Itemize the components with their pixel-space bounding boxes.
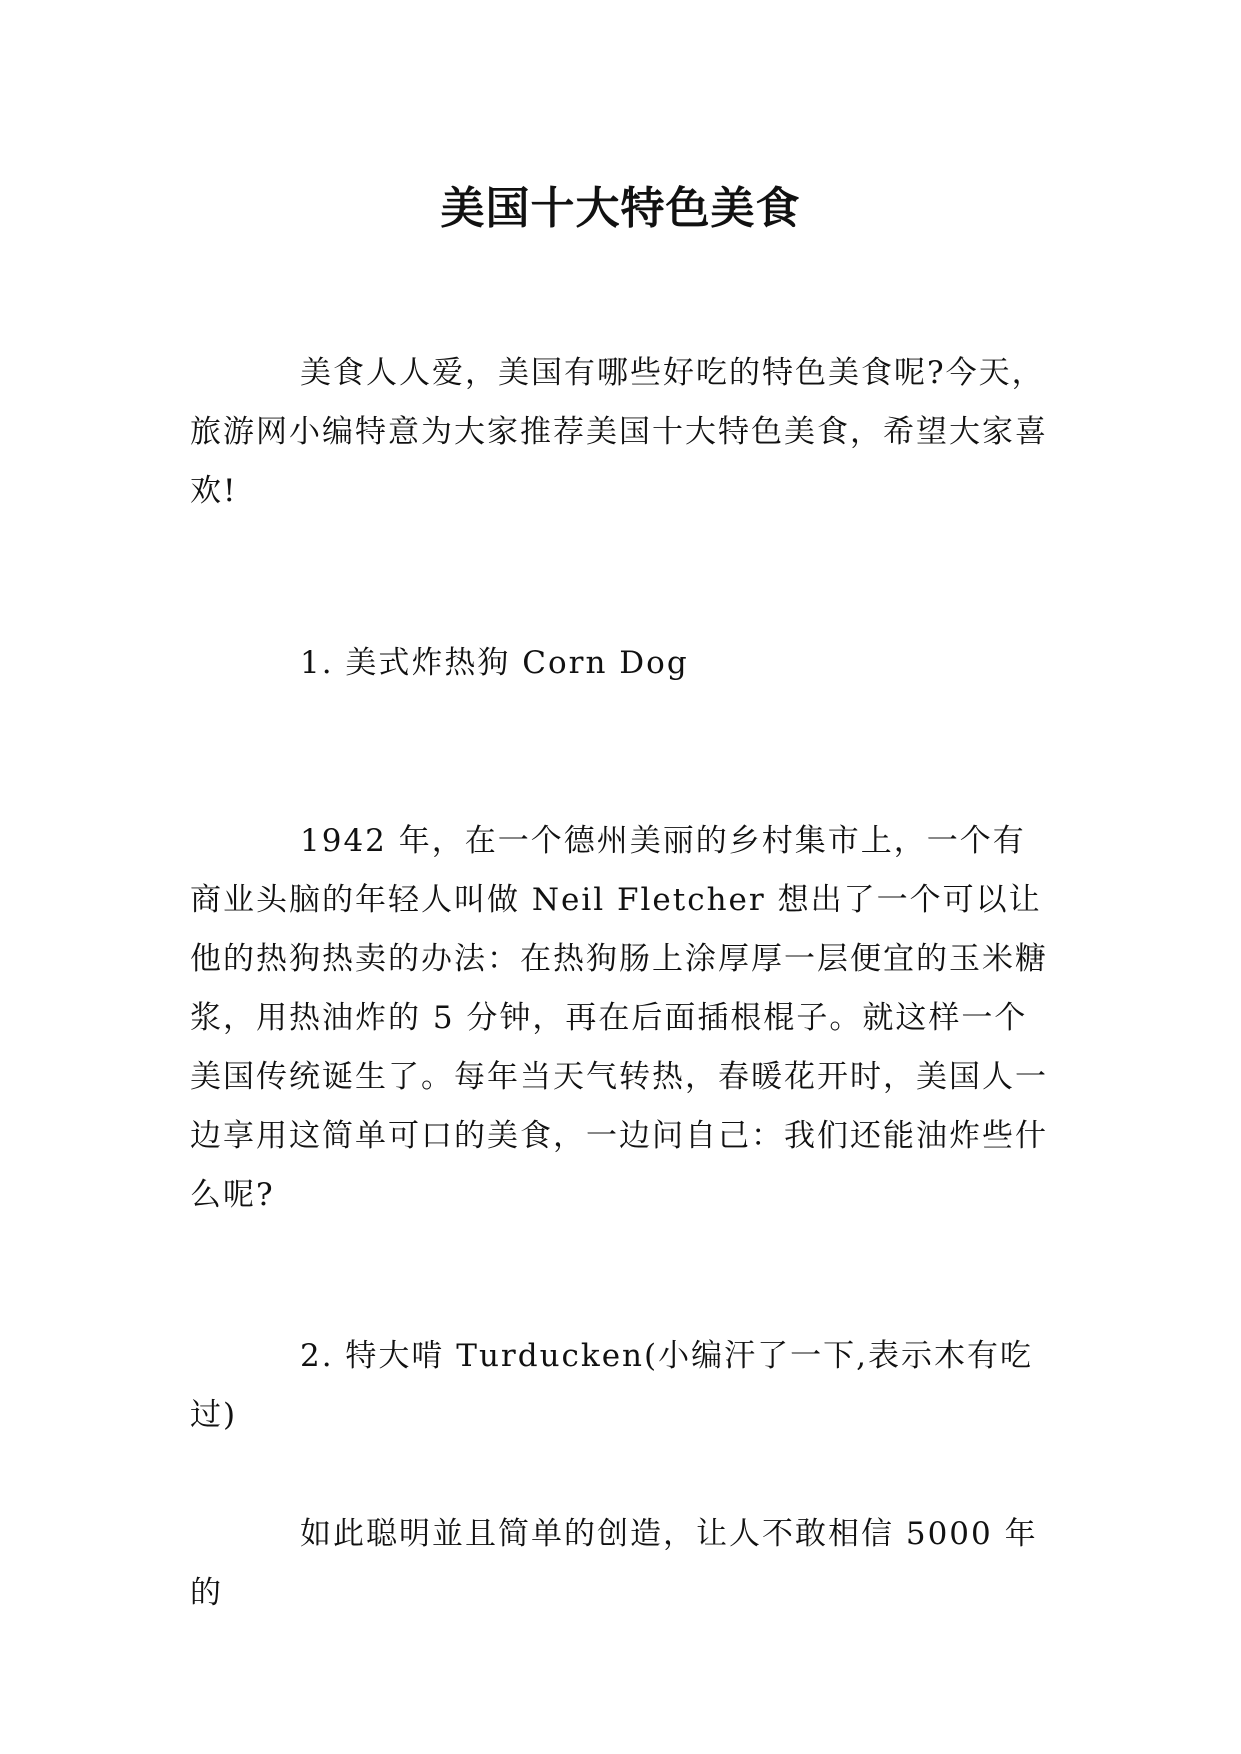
- section-1-heading: 1. 美式炸热狗 Corn Dog: [300, 645, 689, 681]
- section-2-paragraph: 如此聪明並且简单的创造，让人不敢相信 5000 年的: [190, 1516, 1038, 1611]
- intro-paragraph: 美食人人爱，美国有哪些好吃的特色美食呢?今天，旅游网小编特意为大家推荐美国十大特色美食，希望大家喜欢!: [190, 355, 1048, 509]
- document-title: 美国十大特色美食: [440, 183, 801, 235]
- section-1-paragraph: 1942 年，在一个德州美丽的乡村集市上，一个有商业头脑的年轻人叫做 Neil Fletcher 想出了一个可以让他的热狗热卖的办法：在热狗肠上涂厚厚一层便宜的玉米糖浆，用热油炸的 5 分钟，再在后面插根棍子。就这样一个美国传统诞生了。每年当天气转热，春暖花开时，美国人一边享用这简单可口的美食，一边问自己：我们还能油炸些什么呢?: [190, 823, 1048, 1213]
- section-2-heading: 2. 特大啃 Turducken(小编汗了一下,表示木有吃过): [190, 1338, 1033, 1433]
